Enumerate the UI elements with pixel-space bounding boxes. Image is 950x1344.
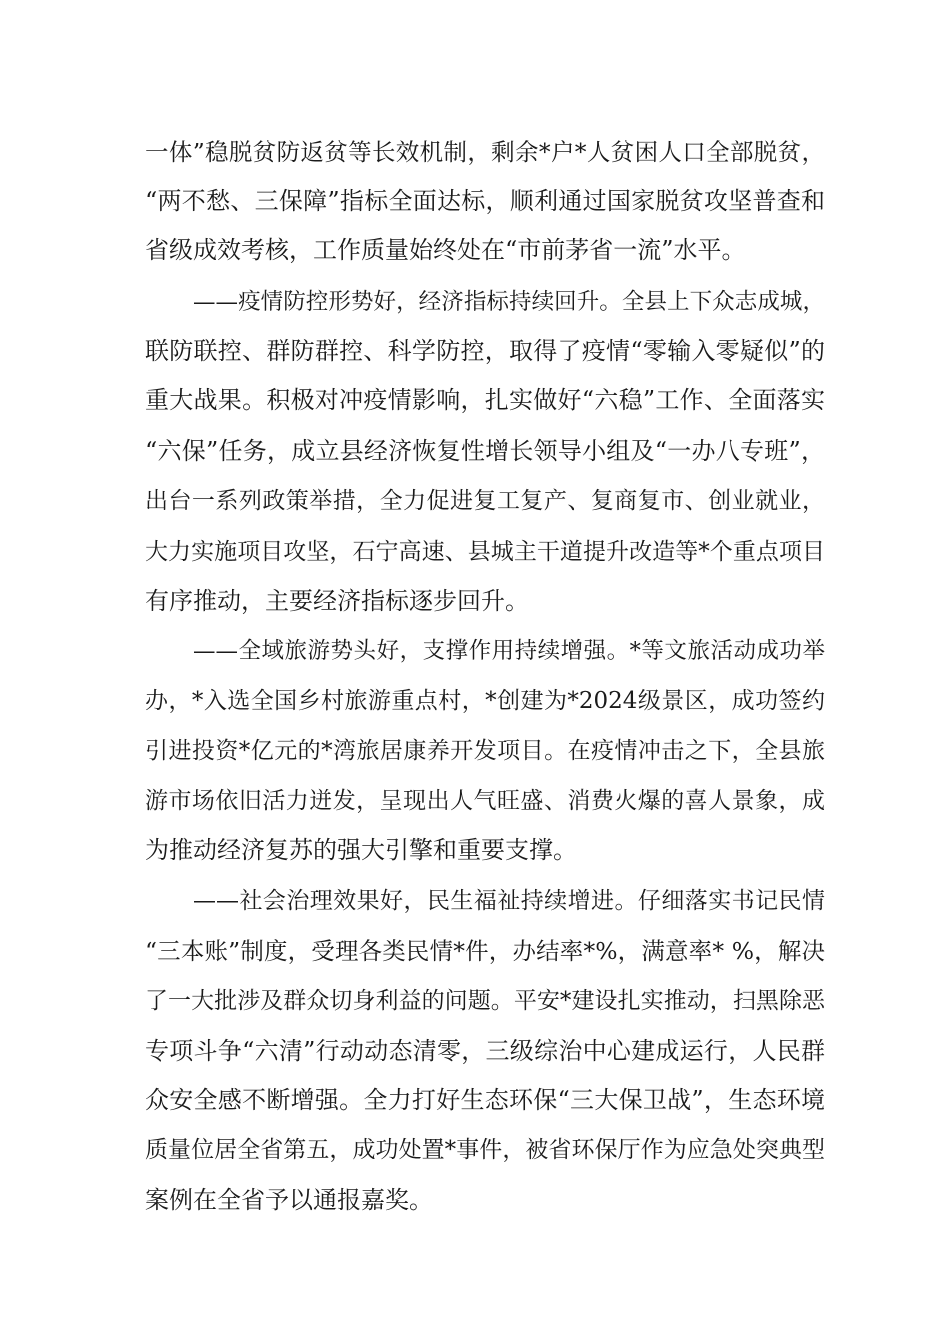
text-line: 专项斗争“六清”行动动态清零，三级综治中心建成运行，人民群 [145,1037,825,1065]
text-line: 大力实施项目攻坚，石宁高速、县城主干道提升改造等*个重点项目 [145,539,825,565]
text-line: “三本账”制度，受理各类民情*件，办结率*%，满意率* %，解决 [145,937,825,965]
paragraph-start-line: ——社会治理效果好，民生福祉持续增进。仔细落实书记民情 [193,888,825,914]
text-line: 了一大批涉及群众切身利益的问题。平安*建设扎实推动，扫黑除恶 [145,988,825,1014]
text-line: 质量位居全省第五，成功处置*事件，被省环保厅作为应急处突典型 [145,1137,825,1163]
text-line: 众安全感不断增强。全力打好生态环保“三大保卫战”，生态环境 [145,1086,825,1114]
text-line: 游市场依旧活力迸发，呈现出人气旺盛、消费火爆的喜人景象，成 [145,788,825,814]
text-line: “六保”任务，成立县经济恢复性增长领导小组及“一办八专班”， [145,437,825,465]
text-line: 为推动经济复苏的强大引擎和重要支撑。 [145,836,577,864]
text-line: 重大战果。积极对冲疫情影响，扎实做好“六稳”工作、全面落实 [145,386,825,414]
text-line: 出台一系列政策举措，全力促进复工复产、复商复市、创业就业， [145,488,825,514]
text-line: 一体”稳脱贫防返贫等长效机制，剩余*户*人贫困人口全部脱贫， [145,138,825,166]
text-line: 省级成效考核，工作质量始终处在“市前茅省一流”水平。 [145,236,746,264]
text-line: 有序推动，主要经济指标逐步回升。 [145,587,529,615]
paragraph-start-line: ——全域旅游势头好，支撑作用持续增强。*等文旅活动成功举 [193,638,825,664]
text-line: 办，*入选全国乡村旅游重点村，*创建为*2024级景区，成功签约 [145,688,825,714]
paragraph-start-line: ——疫情防控形势好，经济指标持续回升。全县上下众志成城， [193,289,825,315]
text-line: 联防联控、群防群控、科学防控，取得了疫情“零输入零疑似”的 [145,337,825,365]
text-line: 引进投资*亿元的*湾旅居康养开发项目。在疫情冲击之下，全县旅 [145,738,825,764]
text-line: “两不愁、三保障”指标全面达标，顺利通过国家脱贫攻坚普查和 [145,187,825,215]
text-line: 案例在全省予以通报嘉奖。 [145,1186,433,1214]
